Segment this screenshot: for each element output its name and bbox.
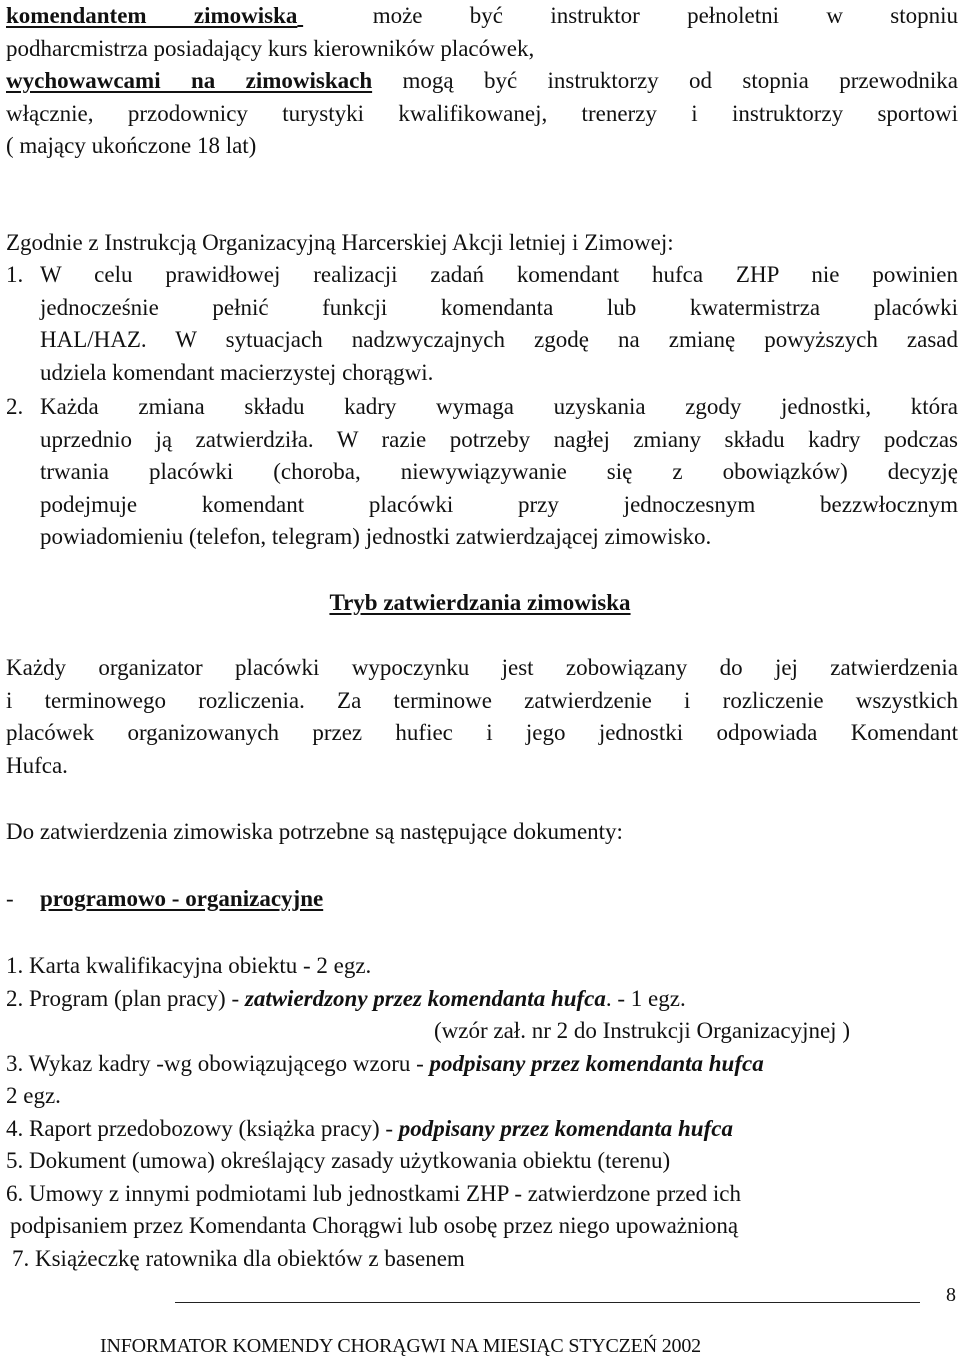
list-item: 7. Książeczkę ratownika dla obiektów z basenem [12,1245,465,1271]
list-item-continuation: 2 egz. [6,1083,61,1108]
list-item: 5. Dokument (umowa) określający zasady użytkowania obiektu (terenu) [6,1148,671,1173]
approval-line-4: Hufca. [6,752,68,778]
list-item-text: 2. Program (plan pracy) - [6,985,245,1011]
approval-line-2: i terminowego rozliczenia. Za terminowe zatwierdzenie i rozliczenie wszystkich [6,687,958,713]
approval-paragraph [6,652,958,782]
rule-item-1 [6,259,958,389]
komendant-label: komendantem zimowiska [6,3,298,28]
rule-item-1-line-1: W celu prawidłowej realizacji zadań komendant hufca ZHP nie powinien [40,262,958,287]
program-label: programowo - organizacyjne [40,886,324,911]
list-item-continuation: podpisaniem przez Komendanta Chorągwi lub osobę przez niego upoważnioną [10,1213,739,1238]
intro-line-4: włącznie, przodownicy turystyki kwalifikowanej, trenerzy i instruktorzy sportowi [6,100,958,126]
document-list [6,950,958,1275]
list-item: 1. Karta kwalifikacyjna obiektu - 2 egz. [6,953,372,978]
approval-line-3: placówek organizowanych przez hufiec i jego jednostki odpowiada Komendant [6,720,958,745]
rule-item-2-line-1: Każda zmiana składu kadry wymaga uzyskania zgody jednostki, która [40,394,958,419]
list-item-emphasis: zatwierdzony przez komendanta hufca [244,985,606,1011]
dash-marker: - [6,886,14,911]
rule-item-1-number: 1. [6,262,24,287]
documents-intro: Do zatwierdzenia zimowiska potrzebne są następujące dokumenty: [6,819,623,844]
approval-line-1: Każdy organizator placówki wypoczynku jest zobowiązany do jej zatwierdzenia [6,655,958,680]
intro-line-3 [6,65,958,98]
list-item-text: . - 1 egz. [605,985,686,1011]
rule-item-2-line-5: powiadomieniu (telefon, telegram) jednostki zatwierdzającej zimowisko. [40,524,712,549]
program-subheading [6,883,958,916]
rule-item-2-first-row [6,391,958,424]
komendant-text: może być instruktor pełnoletni w stopniu [372,3,959,28]
intro-line-5: ( mający ukończone 18 lat) [6,133,257,158]
list-item [6,1113,958,1146]
intro-paragraph [6,0,958,163]
rule-item-1-line-2: jednocześnie pełnić funkcji komendanta lub kwatermistrza placówki [40,294,958,320]
underline-gap [297,0,325,33]
list-item-emphasis: podpisany przez komendanta hufca [398,1115,733,1141]
intro-line-1 [6,0,958,33]
list-item: 6. Umowy z innymi podmiotami lub jednostkami ZHP - zatwierdzone przed ich [6,1180,741,1206]
rule-item-1-first-row [6,259,958,292]
rule-item-2 [6,391,958,554]
intro-line-2: podharcmistrza posiadający kurs kierowników placówek, [6,35,535,61]
list-item-emphasis: podpisany przez komendanta hufca [429,1050,764,1076]
wychowawcy-label: wychowawcami na zimowiskach [6,68,373,93]
rule-item-2-line-3: trwania placówki (choroba, niewywiązywanie się z obowiązków) decyzję [40,459,958,484]
list-item [6,1048,958,1081]
rule-item-1-line-4: udziela komendant macierzystej chorągwi. [40,359,434,385]
wychowawcy-text: mogą być instruktorzy od stopnia przewodnika [402,68,958,93]
list-item [6,983,958,1016]
section-heading: Tryb zatwierdzania zimowiska [329,590,631,615]
footer-rule [175,1302,920,1303]
instruction-reference: Zgodnie z Instrukcją Organizacyjną Harcerskiej Akcji letniej i Zimowej: [6,230,674,255]
list-item-text: 4. Raport przedobozowy (książka pracy) - [6,1115,399,1141]
rule-item-2-line-2: uprzednio ją zatwierdziła. W razie potrzeby nagłej zmiany składu kadry podczas [40,426,958,452]
rule-item-2-line-4: podejmuje komendant placówki przy jednoczesnym bezzwłocznym [40,491,958,517]
page-number: 8 [946,1284,956,1306]
rule-item-2-number: 2. [6,394,24,419]
list-item-note: (wzór zał. nr 2 do Instrukcji Organizacyjnej ) [434,1018,850,1043]
list-item-text: 3. Wykaz kadry -wg obowiązującego wzoru - [6,1050,430,1076]
rule-item-1-line-3: HAL/HAZ. W sytuacjach nadzwyczajnych zgodę na zmianę powyższych zasad [40,327,958,352]
footer-text: INFORMATOR KOMENDY CHORĄGWI NA MIESIĄC STYCZEŃ 2002 [100,1335,701,1357]
